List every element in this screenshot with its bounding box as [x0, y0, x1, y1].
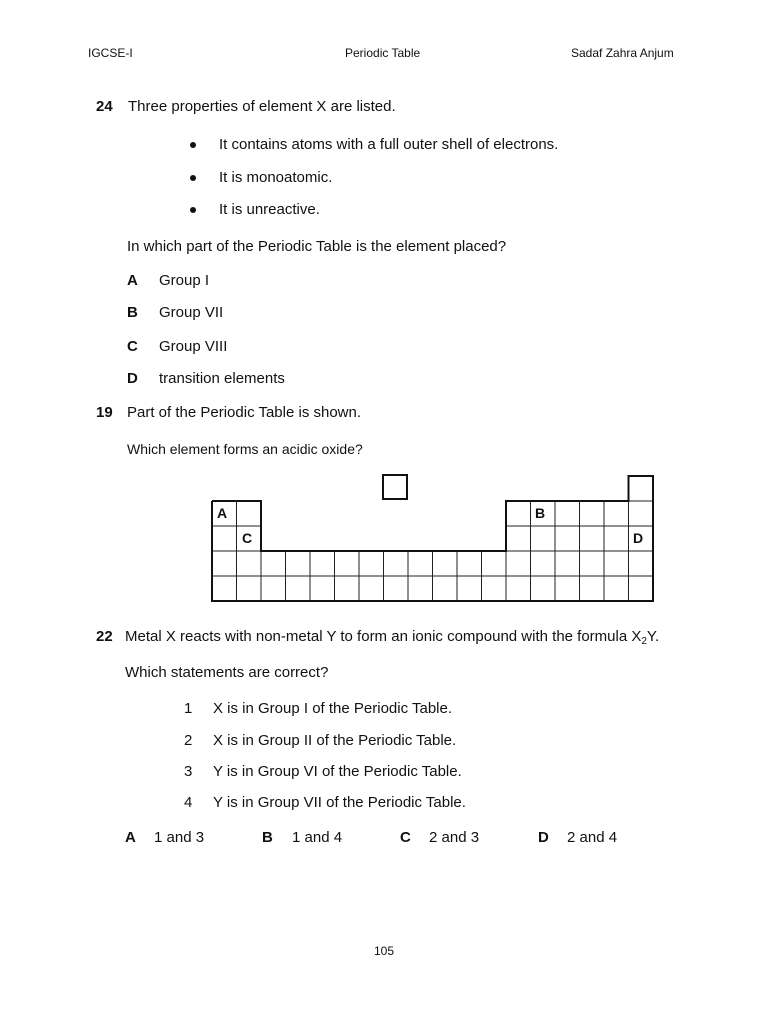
- header-author: Sadaf Zahra Anjum: [571, 46, 674, 60]
- periodic-table-grid: [212, 476, 653, 601]
- q22-number: 22: [96, 628, 113, 645]
- option-letter: A: [127, 272, 138, 289]
- q22-option-d[interactable]: [538, 829, 617, 847]
- option-letter: B: [127, 304, 138, 321]
- option-text: Group VIII: [159, 338, 228, 355]
- statement-text: Y is in Group VII of the Periodic Table.: [213, 794, 466, 811]
- element-label-b: B: [535, 505, 546, 521]
- q19-number: 19: [96, 404, 113, 421]
- option-text: transition elements: [159, 370, 285, 387]
- q22-option-b[interactable]: [262, 829, 342, 847]
- statement-number: 4: [184, 794, 193, 811]
- header-course: IGCSE-I: [88, 46, 133, 60]
- q22-option-c[interactable]: [400, 829, 479, 847]
- q22-stem: Metal X reacts with non-metal Y to form an ionic compound with the formula X: [125, 628, 642, 645]
- option-letter: D: [127, 370, 138, 387]
- option-text: 2 and 4: [567, 829, 618, 846]
- option-letter: C: [400, 829, 411, 846]
- q24-bullet-2: It is monoatomic.: [219, 169, 333, 186]
- statement-text: X is in Group II of the Periodic Table.: [213, 732, 457, 749]
- q22-question: Which statements are correct?: [125, 664, 329, 681]
- statement-text: X is in Group I of the Periodic Table.: [213, 700, 453, 717]
- page-number: 105: [373, 944, 395, 958]
- option-letter: B: [262, 829, 273, 846]
- option-letter: A: [125, 829, 136, 846]
- q24-bullet-3: It is unreactive.: [219, 201, 320, 218]
- q22-formula-subscript: 2: [641, 636, 647, 647]
- q22-option-a[interactable]: [125, 829, 204, 847]
- q24-question: In which part of the Periodic Table is the element placed?: [127, 238, 507, 255]
- q22-statement-3: [184, 763, 462, 781]
- option-text: 2 and 3: [429, 829, 480, 846]
- statement-text: Y is in Group VI of the Periodic Table.: [213, 763, 462, 780]
- statement-number: 2: [184, 732, 193, 749]
- option-text: Group I: [159, 272, 210, 289]
- statement-number: 3: [184, 763, 193, 780]
- element-label-d: D: [633, 530, 644, 546]
- element-label-c: C: [242, 530, 253, 546]
- q19-stem: Part of the Periodic Table is shown.: [127, 404, 362, 421]
- q22-stem-line: [96, 628, 659, 646]
- q24-number: 24: [96, 98, 113, 115]
- option-letter: C: [127, 338, 138, 355]
- option-text: Group VII: [159, 304, 224, 321]
- option-text: 1 and 3: [154, 829, 205, 846]
- option-letter: D: [538, 829, 549, 846]
- q22-statement-2: [184, 732, 456, 750]
- q24-stem: Three properties of element X are listed.: [128, 98, 396, 115]
- q24-bullet-1: It contains atoms with a full outer shell of electrons.: [219, 136, 559, 153]
- statement-number: 1: [184, 700, 193, 717]
- q22-statement-4: [184, 794, 466, 812]
- header-topic: Periodic Table: [345, 46, 421, 60]
- q22-stem-end: Y.: [646, 628, 660, 645]
- q22-statement-1: [184, 700, 452, 718]
- option-text: 1 and 4: [292, 829, 343, 846]
- element-label-a: A: [217, 505, 228, 521]
- q19-question: Which element forms an acidic oxide?: [127, 441, 363, 457]
